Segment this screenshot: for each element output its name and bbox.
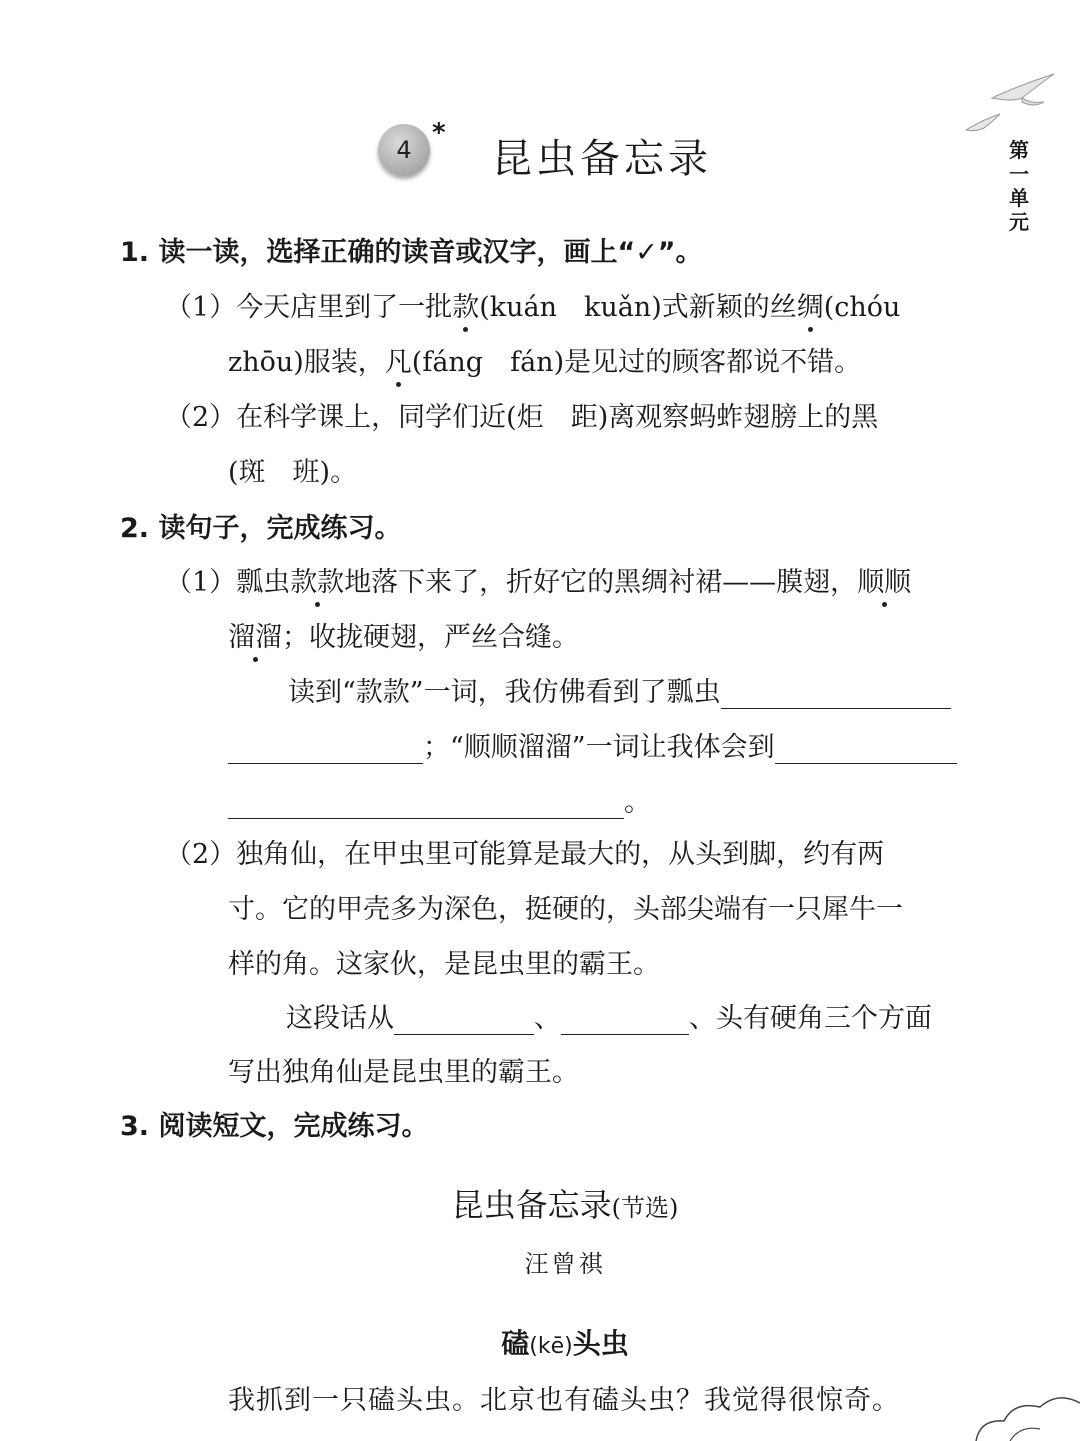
unit-tab-char: 元 [1009, 210, 1029, 234]
q1-item2-line1: （2）在科学课上，同学们近(炬 距)离观察蚂蚱翅膀上的黑 [165, 402, 879, 433]
question-2-heading: 2. 读句子，完成练习。 [120, 513, 402, 544]
unit-tab-char: 第 [1009, 138, 1029, 162]
q2-item2-prompt-a: 这段话从 、 、头有硬角三个方面 [286, 1003, 932, 1034]
answer-blank[interactable] [775, 737, 957, 764]
answer-blank[interactable] [394, 1008, 534, 1035]
unit-tab [1004, 138, 1034, 234]
answer-blank[interactable] [721, 682, 951, 709]
q2-item1-line2: 溜溜；收拢硬翅，严丝合缝。 [228, 622, 579, 653]
passage-author: 汪曾祺 [524, 1250, 606, 1278]
question-1-heading: 1. 读一读，选择正确的读音或汉字，画上“✓”。 [120, 237, 703, 268]
emphasis-char: 凡 [384, 347, 412, 378]
section-title: 磕(kē)头虫 [501, 1327, 629, 1360]
question-3-heading: 3. 阅读短文，完成练习。 [120, 1111, 429, 1142]
q1-item2-line2: (斑 班)。 [228, 457, 358, 488]
q2-item2-line2: 寸。它的甲壳多为深色，挺硬的，头部尖端有一只犀牛一 [228, 894, 903, 925]
q2-item2-line1: （2）独角仙，在甲虫里可能算是最大的，从头到脚，约有两 [165, 839, 885, 870]
q1-item1-line1: （1）今天店里到了一批款(kuán kuǎn)式新颖的丝绸(chóu [165, 292, 901, 323]
q2-item2-line3: 样的角。这家伙，是昆虫里的霸王。 [228, 949, 660, 980]
answer-blank[interactable] [561, 1008, 689, 1035]
lesson-number: 4 [396, 136, 412, 164]
lesson-number-badge [378, 124, 430, 176]
passage-title: 昆虫备忘录(节选) [451, 1186, 679, 1224]
emphasis-char: 绸 [796, 292, 824, 323]
unit-tab-char: 单 [1009, 186, 1029, 210]
q2-item2-prompt-c: 写出独角仙是昆虫里的霸王。 [228, 1057, 579, 1088]
q2-item1-prompt-a: 读到“款款”一词，我仿佛看到了瓢虫 [288, 670, 951, 709]
emphasis-word: 溜溜 [228, 622, 282, 653]
q1-item1-line2: zhōu)服装，凡(fáng fán)是见过的顾客都说不错。 [228, 347, 862, 378]
birds-decoration-icon [962, 68, 1072, 138]
unit-tab-char: 一 [1009, 162, 1029, 186]
passage-first-line: 我抓到一只磕头虫。北京也有磕头虫？我觉得很惊奇。 [228, 1385, 900, 1416]
answer-blank[interactable] [228, 737, 423, 764]
answer-blank[interactable] [228, 792, 624, 819]
emphasis-word: 顺顺 [857, 567, 912, 598]
optional-lesson-mark: * [432, 118, 446, 148]
page-title: 昆虫备忘录 [492, 136, 712, 182]
q2-item1-prompt-end: 。 [228, 780, 651, 819]
cloud-decoration-icon [970, 1381, 1080, 1441]
passage-title-note: (节选) [611, 1194, 679, 1222]
q2-item1-prompt-b: ；“顺顺溜溜”一词让我体会到 [228, 725, 957, 764]
emphasis-word: 款款 [290, 567, 345, 598]
q2-item1-line1: （1）瓢虫款款地落下来了，折好它的黑绸衬裙——膜翅，顺顺 [165, 567, 912, 598]
emphasis-char: 款 [452, 292, 480, 323]
